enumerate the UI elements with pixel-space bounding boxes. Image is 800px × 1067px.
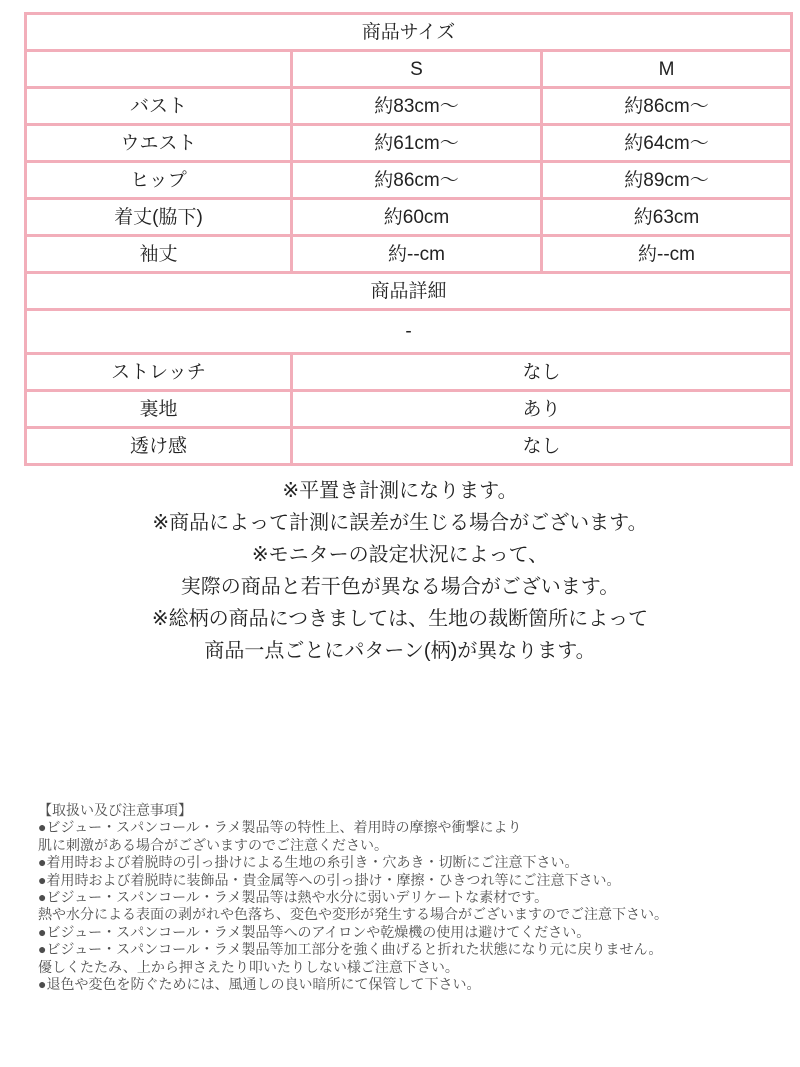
spec-value-m: 約89cm～ bbox=[542, 162, 792, 199]
care-line: 熱や水分による表面の剥がれや色落ち、変色や変形が発生する場合がございますのでご注意下さい。 bbox=[38, 906, 668, 923]
spec-label: 着丈(脇下) bbox=[26, 199, 292, 236]
size-header-s: S bbox=[292, 51, 542, 88]
care-line: 優しくたたみ、上から押さえたり叩いたりしない様ご注意下さい。 bbox=[38, 958, 459, 975]
spec-value-s: 約83cm～ bbox=[292, 88, 542, 125]
care-line: ●退色や変色を防ぐためには、風通しの良い暗所にて保管して下さい。 bbox=[38, 976, 481, 993]
spec-value-m: 約64cm～ bbox=[542, 125, 792, 162]
care-line: ●ビジュー・スパンコール・ラメ製品等の特性上、着用時の摩擦や衝撃により bbox=[38, 819, 522, 836]
size-header-empty-cell bbox=[26, 51, 292, 88]
table-row bbox=[26, 14, 792, 51]
table-row bbox=[26, 51, 792, 88]
table-row-length bbox=[26, 199, 792, 236]
care-heading: 【取扱い及び注意事項】 bbox=[38, 802, 192, 818]
care-instructions bbox=[38, 802, 800, 993]
spec-label: ヒップ bbox=[26, 162, 292, 199]
spec-value: なし bbox=[292, 354, 792, 391]
care-line: 肌に刺激がある場合がございますのでご注意ください。 bbox=[38, 836, 388, 853]
table-row bbox=[26, 310, 792, 354]
care-line: ●着用時および着脱時に装飾品・貴金属等への引っ掛け・摩擦・ひきつれ等にご注意下さい。 bbox=[38, 871, 621, 888]
care-line: ●ビジュー・スパンコール・ラメ製品等へのアイロンや乾燥機の使用は避けてください。 bbox=[38, 923, 591, 940]
note-line: 商品一点ごとにパターン(柄)が異なります。 bbox=[204, 640, 596, 662]
spec-value-s: 約--cm bbox=[292, 236, 542, 273]
table-row-sheerness bbox=[26, 428, 792, 465]
note-line: ※総柄の商品につきましては、生地の裁断箇所によって bbox=[151, 608, 649, 630]
detail-table-title: 商品詳細 bbox=[26, 273, 792, 310]
table-row-bust bbox=[26, 88, 792, 125]
care-line: ●ビジュー・スパンコール・ラメ製品等加工部分を強く曲げると折れた状態になり元に戻りません。 bbox=[38, 941, 663, 958]
spec-label: バスト bbox=[26, 88, 292, 125]
spec-value-m: 約--cm bbox=[542, 236, 792, 273]
spec-value: なし bbox=[292, 428, 792, 465]
detail-description: - bbox=[26, 310, 792, 354]
care-line: ●着用時および着脱時の引っ掛けによる生地の糸引き・穴あき・切断にご注意下さい。 bbox=[38, 854, 579, 871]
spec-label: ストレッチ bbox=[26, 354, 292, 391]
spec-value-s: 約60cm bbox=[292, 199, 542, 236]
size-spec-table bbox=[24, 12, 793, 466]
spec-value-m: 約86cm～ bbox=[542, 88, 792, 125]
spec-value-s: 約86cm～ bbox=[292, 162, 542, 199]
spec-value: あり bbox=[292, 391, 792, 428]
size-header-m: M bbox=[542, 51, 792, 88]
note-line: ※商品によって計測に誤差が生じる場合がございます。 bbox=[152, 512, 648, 534]
note-line: ※平置き計測になります。 bbox=[282, 480, 518, 502]
spec-label: 袖丈 bbox=[26, 236, 292, 273]
spec-label: 裏地 bbox=[26, 391, 292, 428]
spec-label: ウエスト bbox=[26, 125, 292, 162]
table-row-hip bbox=[26, 162, 792, 199]
note-line: 実際の商品と若干色が異なる場合がございます。 bbox=[180, 576, 620, 598]
table-row-lining bbox=[26, 391, 792, 428]
measurement-notes bbox=[0, 475, 800, 667]
table-row-sleeve bbox=[26, 236, 792, 273]
table-row-waist bbox=[26, 125, 792, 162]
table-row-stretch bbox=[26, 354, 792, 391]
table-row bbox=[26, 273, 792, 310]
note-line: ※モニターの設定状況によって、 bbox=[251, 544, 549, 566]
spec-value-m: 約63cm bbox=[542, 199, 792, 236]
spec-label: 透け感 bbox=[26, 428, 292, 465]
spec-value-s: 約61cm～ bbox=[292, 125, 542, 162]
size-table-title: 商品サイズ bbox=[26, 14, 792, 51]
care-line: ●ビジュー・スパンコール・ラメ製品等は熱や水分に弱いデリケートな素材です。 bbox=[38, 889, 549, 906]
